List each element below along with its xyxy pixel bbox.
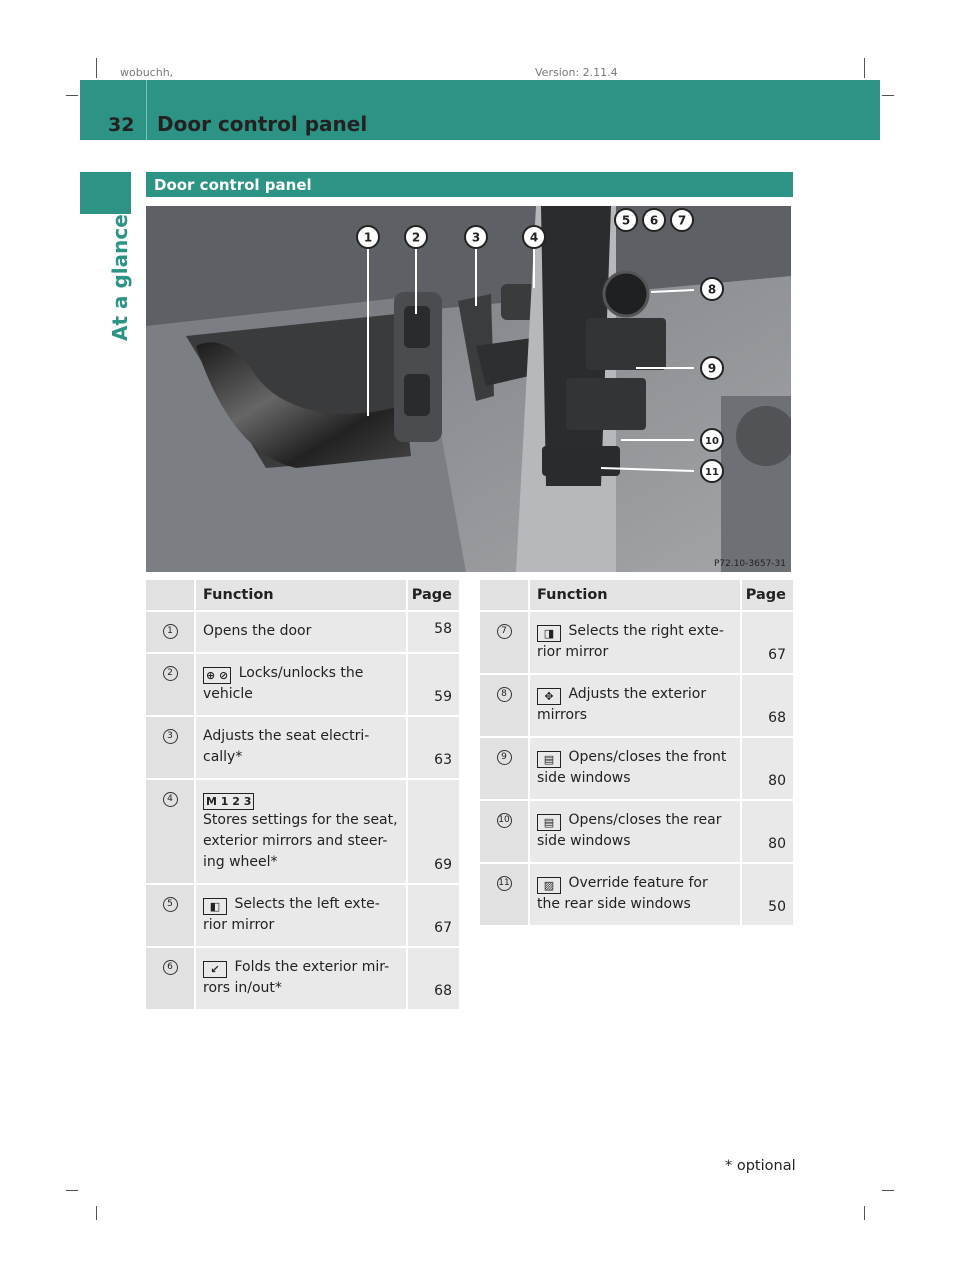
callout-number: 4 xyxy=(163,792,178,807)
svg-text:11: 11 xyxy=(705,467,719,478)
override-window-icon: ▨ xyxy=(537,877,561,894)
header-cell-function: Function xyxy=(195,580,407,611)
callout-2 xyxy=(405,226,427,248)
page-header xyxy=(80,80,880,140)
svg-text:4: 4 xyxy=(529,230,539,245)
header-cell-page: Page xyxy=(407,580,459,611)
svg-text:3: 3 xyxy=(471,230,481,245)
crop-mark xyxy=(96,1206,97,1220)
page-ref: 80 xyxy=(741,800,793,863)
svg-text:1: 1 xyxy=(363,230,373,245)
callout-6 xyxy=(643,209,665,231)
page-ref: 50 xyxy=(741,863,793,926)
memory-buttons-icon: M 1 2 3 xyxy=(203,793,254,810)
table-row xyxy=(480,863,793,926)
mirror-adjust-icon: ✥ xyxy=(537,688,561,705)
fold-mirror-icon: ↙ xyxy=(203,961,227,978)
lock-unlock-icon: ⊕ ⊘ xyxy=(203,667,231,684)
table-row xyxy=(480,674,793,737)
print-meta-left: wobuchh, xyxy=(120,66,174,79)
callout-number: 8 xyxy=(497,687,512,702)
crop-mark xyxy=(864,58,865,78)
svg-text:5: 5 xyxy=(621,213,631,228)
section-title: Door control panel xyxy=(154,176,312,194)
crop-mark xyxy=(882,95,894,96)
header-divider xyxy=(146,80,147,140)
page-ref: 80 xyxy=(741,737,793,800)
function-text: Opens the door xyxy=(203,623,312,639)
left-mirror-icon: ◧ xyxy=(203,898,227,915)
page-ref: 58 xyxy=(407,611,459,653)
callout-number: 10 xyxy=(497,813,512,828)
page-ref: 63 xyxy=(407,716,459,779)
table-row xyxy=(146,611,459,653)
page-ref: 67 xyxy=(407,884,459,947)
svg-text:8: 8 xyxy=(707,282,717,297)
callout-11 xyxy=(701,460,723,482)
header-cell-num xyxy=(480,580,529,611)
function-text: Selects the right exte-rior mirror xyxy=(537,623,724,660)
callout-1 xyxy=(357,226,379,248)
callout-5 xyxy=(615,209,637,231)
callout-8 xyxy=(701,278,723,300)
callout-4 xyxy=(523,226,545,248)
function-text: Locks/unlocks the vehicle xyxy=(203,665,364,702)
function-text: Opens/closes the front side windows xyxy=(537,749,727,786)
crop-mark xyxy=(96,58,97,78)
callout-number: 11 xyxy=(497,876,512,891)
svg-text:2: 2 xyxy=(411,230,421,245)
svg-text:10: 10 xyxy=(705,436,719,447)
callout-number: 3 xyxy=(163,729,178,744)
table-header-row xyxy=(480,580,793,611)
function-table-right xyxy=(480,580,793,927)
section-title-bar xyxy=(146,172,793,197)
photo-code: P72.10-3657-31 xyxy=(713,559,786,569)
right-mirror-icon: ◨ xyxy=(537,625,561,642)
side-tab-marker xyxy=(80,172,131,214)
window-switch-icon: ▤ xyxy=(537,751,561,768)
function-text: Folds the exterior mir-rors in/out* xyxy=(203,959,390,996)
callout-9 xyxy=(701,357,723,379)
table-row xyxy=(480,800,793,863)
crop-mark xyxy=(864,1206,865,1220)
callout-number: 7 xyxy=(497,624,512,639)
table-header-row xyxy=(146,580,459,611)
function-text: Stores settings for the seat, exterior mirrors and steer-ing wheel* xyxy=(203,812,398,870)
side-tab-label: At a glance xyxy=(108,214,132,341)
table-row xyxy=(146,947,459,1010)
page-number: 32 xyxy=(108,114,135,136)
function-text: Selects the left exte-rior mirror xyxy=(203,896,380,933)
function-text: Override feature for the rear side windows xyxy=(537,875,708,912)
callout-7 xyxy=(671,209,693,231)
callout-3 xyxy=(465,226,487,248)
function-text: Opens/closes the rear side windows xyxy=(537,812,722,849)
table-row xyxy=(146,779,459,884)
callout-number: 2 xyxy=(163,666,178,681)
footer-note: * optional xyxy=(725,1158,796,1174)
table-row xyxy=(480,737,793,800)
function-text: Adjusts the seat electri-cally* xyxy=(203,728,370,765)
function-text: Adjusts the exterior mirrors xyxy=(537,686,707,723)
page-ref: 59 xyxy=(407,653,459,716)
callout-number: 9 xyxy=(497,750,512,765)
header-cell-function: Function xyxy=(529,580,741,611)
crop-mark xyxy=(66,1190,78,1191)
page-ref: 69 xyxy=(407,779,459,884)
function-table-left xyxy=(146,580,459,1011)
svg-text:7: 7 xyxy=(677,213,687,228)
svg-text:6: 6 xyxy=(649,213,659,228)
crop-mark xyxy=(882,1190,894,1191)
page-ref: 68 xyxy=(741,674,793,737)
window-switch-icon: ▤ xyxy=(537,814,561,831)
door-panel-photo xyxy=(146,206,791,572)
table-row xyxy=(146,716,459,779)
callout-number: 5 xyxy=(163,897,178,912)
table-row xyxy=(480,611,793,674)
print-meta-right: Version: 2.11.4 xyxy=(535,66,618,79)
door-panel-illustration xyxy=(146,206,791,572)
callout-10 xyxy=(701,429,723,451)
page-ref: 67 xyxy=(741,611,793,674)
header-cell-num xyxy=(146,580,195,611)
crop-mark xyxy=(66,95,78,96)
callout-number: 6 xyxy=(163,960,178,975)
table-row xyxy=(146,653,459,716)
page-title: Door control panel xyxy=(157,112,368,136)
header-cell-page: Page xyxy=(741,580,793,611)
page-ref: 68 xyxy=(407,947,459,1010)
table-row xyxy=(146,884,459,947)
callout-number: 1 xyxy=(163,624,178,639)
svg-text:9: 9 xyxy=(707,361,717,376)
